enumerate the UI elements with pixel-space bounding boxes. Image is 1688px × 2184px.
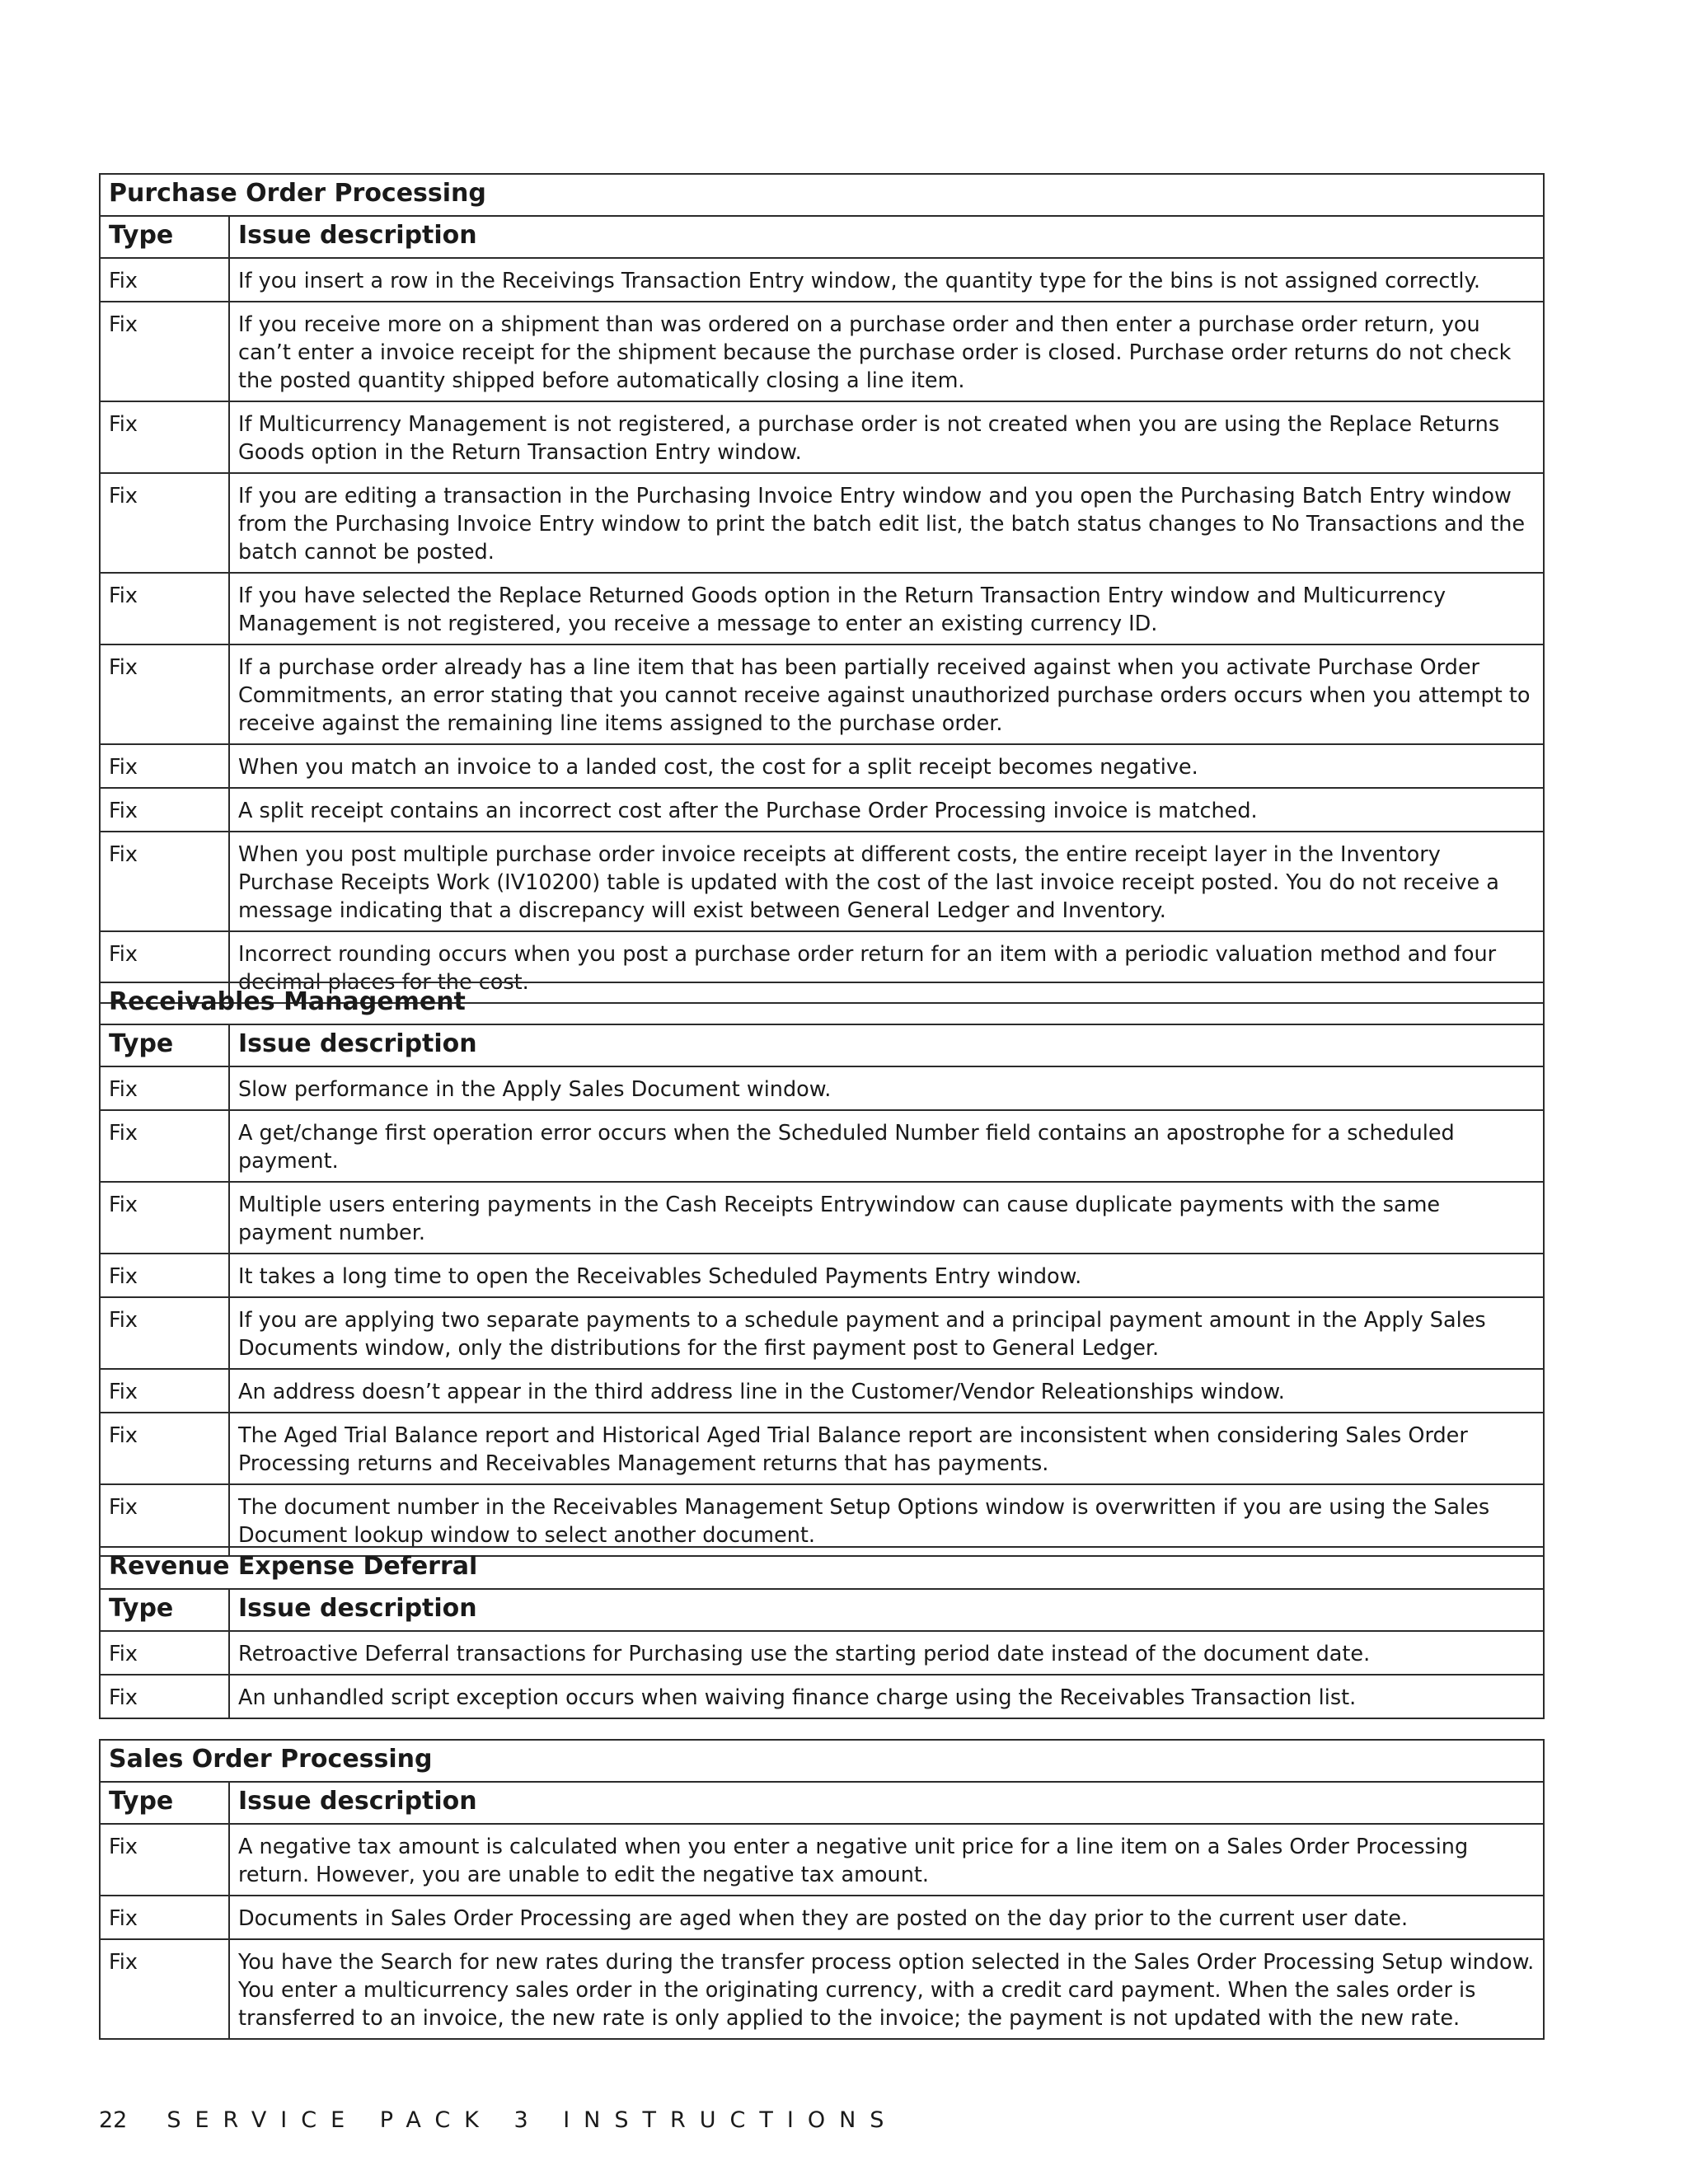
section-title-row (100, 1740, 1544, 1782)
issue-description: If you receive more on a shipment than was ordered on a purchase order and then enter a purchase order return, you can’t enter a invoice receipt for the shipment because the purchase order is closed. Purchase order returns do not check the posted quantity shipped before automatically closing a line item. (229, 302, 1544, 401)
column-header-row (100, 1782, 1544, 1824)
issue-description: It takes a long time to open the Receivables Scheduled Payments Entry window. (229, 1254, 1544, 1297)
issue-description: If you insert a row in the Receivings Transaction Entry window, the quantity type for the bins is not assigned correctly. (229, 258, 1544, 302)
description-column-header: Issue description (229, 1589, 1544, 1631)
issue-type: Fix (100, 258, 229, 302)
issue-type: Fix (100, 832, 229, 931)
table-row (100, 302, 1544, 401)
table-row (100, 744, 1544, 788)
issue-description: If you are editing a transaction in the Purchasing Invoice Entry window and you open the Purchasing Batch Entry window from the Purchasing Invoice Entry window to print the batch edit list, the batch status changes to No Transactions and the batch cannot be posted. (229, 473, 1544, 573)
table-row (100, 473, 1544, 573)
issue-description: Slow performance in the Apply Sales Document window. (229, 1066, 1544, 1110)
issues-table (99, 1546, 1545, 1719)
issue-description: Multiple users entering payments in the Cash Receipts Entrywindow can cause duplicate payments with the same payment number. (229, 1182, 1544, 1254)
issue-description: Incorrect rounding occurs when you post a purchase order return for an item with a periodic valuation method and four decimal places for the cost. (229, 931, 1544, 1003)
issue-description: A negative tax amount is calculated when you enter a negative unit price for a line item on a Sales Order Processing return. However, you are unable to edit the negative tax amount. (229, 1824, 1544, 1896)
section-title: Revenue Expense Deferral (100, 1547, 1544, 1589)
section-title-row (100, 174, 1544, 216)
section-title-row (100, 982, 1544, 1024)
page-number: 22 (99, 2107, 128, 2133)
issue-type: Fix (100, 1824, 229, 1896)
type-column-header: Type (100, 1024, 229, 1066)
issues-table (99, 173, 1545, 1004)
issue-type: Fix (100, 401, 229, 473)
type-column-header: Type (100, 1589, 229, 1631)
issue-description: When you post multiple purchase order invoice receipts at different costs, the entire receipt layer in the Inventory Purchase Receipts Work (IV10200) table is updated with the cost of the last invoice receipt posted. You do not receive a message indicating that a discrepancy will exist between General Ledger and Inventory. (229, 832, 1544, 931)
issue-type: Fix (100, 1066, 229, 1110)
issue-description: You have the Search for new rates during the transfer process option selected in the Sales Order Processing Setup window. You enter a multicurrency sales order in the originating currency, with a credit card payment. When the sales order is transferred to an invoice, the new rate is only applied to the invoice; the payment is not updated with the new rate. (229, 1939, 1544, 2039)
issue-description: A get/change first operation error occurs when the Scheduled Number field contains an apostrophe for a scheduled payment. (229, 1110, 1544, 1182)
table-row (100, 1824, 1544, 1896)
issue-type: Fix (100, 788, 229, 832)
issue-type: Fix (100, 302, 229, 401)
section-title: Sales Order Processing (100, 1740, 1544, 1782)
table-row (100, 1631, 1544, 1675)
issue-type: Fix (100, 1182, 229, 1254)
table-row (100, 1110, 1544, 1182)
issue-description: If Multicurrency Management is not registered, a purchase order is not created when you are using the Replace Returns Goods option in the Return Transaction Entry window. (229, 401, 1544, 473)
table-row (100, 1413, 1544, 1484)
type-column-header: Type (100, 216, 229, 258)
issue-type: Fix (100, 1110, 229, 1182)
issue-type: Fix (100, 1369, 229, 1413)
description-column-header: Issue description (229, 216, 1544, 258)
issue-type: Fix (100, 1484, 229, 1556)
issue-description: The Aged Trial Balance report and Historical Aged Trial Balance report are inconsistent when considering Sales Order Processing returns and Receivables Management returns that has payments. (229, 1413, 1544, 1484)
issue-description: If you have selected the Replace Returned Goods option in the Return Transaction Entry window and Multicurrency Management is not registered, you receive a message to enter an existing currency ID. (229, 573, 1544, 644)
table-row (100, 401, 1544, 473)
issue-type: Fix (100, 1413, 229, 1484)
page-footer (99, 2107, 898, 2135)
revenue-expense-deferral-section (99, 1546, 1543, 1719)
table-row (100, 788, 1544, 832)
section-title: Purchase Order Processing (100, 174, 1544, 216)
issue-type: Fix (100, 744, 229, 788)
issue-type: Fix (100, 1896, 229, 1939)
issue-description: Retroactive Deferral transactions for Purchasing use the starting period date instead of the document date. (229, 1631, 1544, 1675)
table-row (100, 1369, 1544, 1413)
table-row (100, 1182, 1544, 1254)
purchase-order-processing-section (99, 173, 1543, 1004)
footer-title: SERVICE PACK 3 INSTRUCTIONS (166, 2107, 898, 2133)
column-header-row (100, 1024, 1544, 1066)
issue-description: If a purchase order already has a line item that has been partially received against when you activate Purchase Order Commitments, an error stating that you cannot receive against unauthorized purchase orders occurs when you attempt to receive against the remaining line items assigned to the purchase order. (229, 644, 1544, 744)
issue-type: Fix (100, 644, 229, 744)
table-row (100, 1896, 1544, 1939)
issue-type: Fix (100, 1939, 229, 2039)
table-row (100, 1939, 1544, 2039)
description-column-header: Issue description (229, 1782, 1544, 1824)
issue-type: Fix (100, 473, 229, 573)
issue-type: Fix (100, 1297, 229, 1369)
table-row (100, 832, 1544, 931)
description-column-header: Issue description (229, 1024, 1544, 1066)
issue-description: An address doesn’t appear in the third address line in the Customer/Vendor Releationships window. (229, 1369, 1544, 1413)
issue-description: If you are applying two separate payments to a schedule payment and a principal payment amount in the Apply Sales Documents window, only the distributions for the first payment post to General Ledger. (229, 1297, 1544, 1369)
section-title-row (100, 1547, 1544, 1589)
table-row (100, 1484, 1544, 1556)
issue-type: Fix (100, 1675, 229, 1718)
issues-table (99, 1739, 1545, 2040)
table-row (100, 644, 1544, 744)
table-row (100, 1254, 1544, 1297)
issue-description: When you match an invoice to a landed cost, the cost for a split receipt becomes negative. (229, 744, 1544, 788)
section-title: Receivables Management (100, 982, 1544, 1024)
issues-table (99, 982, 1545, 1557)
column-header-row (100, 216, 1544, 258)
issue-type: Fix (100, 573, 229, 644)
table-row (100, 258, 1544, 302)
issue-type: Fix (100, 1631, 229, 1675)
issue-description: The document number in the Receivables Management Setup Options window is overwritten if you are using the Sales Document lookup window to select another document. (229, 1484, 1544, 1556)
type-column-header: Type (100, 1782, 229, 1824)
issue-description: A split receipt contains an incorrect cost after the Purchase Order Processing invoice is matched. (229, 788, 1544, 832)
issue-type: Fix (100, 1254, 229, 1297)
table-row (100, 1297, 1544, 1369)
issue-description: An unhandled script exception occurs when waiving finance charge using the Receivables Transaction list. (229, 1675, 1544, 1718)
receivables-management-section (99, 982, 1543, 1557)
issue-type: Fix (100, 931, 229, 1003)
sales-order-processing-section (99, 1739, 1543, 2040)
table-row (100, 573, 1544, 644)
column-header-row (100, 1589, 1544, 1631)
table-row (100, 1675, 1544, 1718)
issue-description: Documents in Sales Order Processing are aged when they are posted on the day prior to the current user date. (229, 1896, 1544, 1939)
table-row (100, 1066, 1544, 1110)
